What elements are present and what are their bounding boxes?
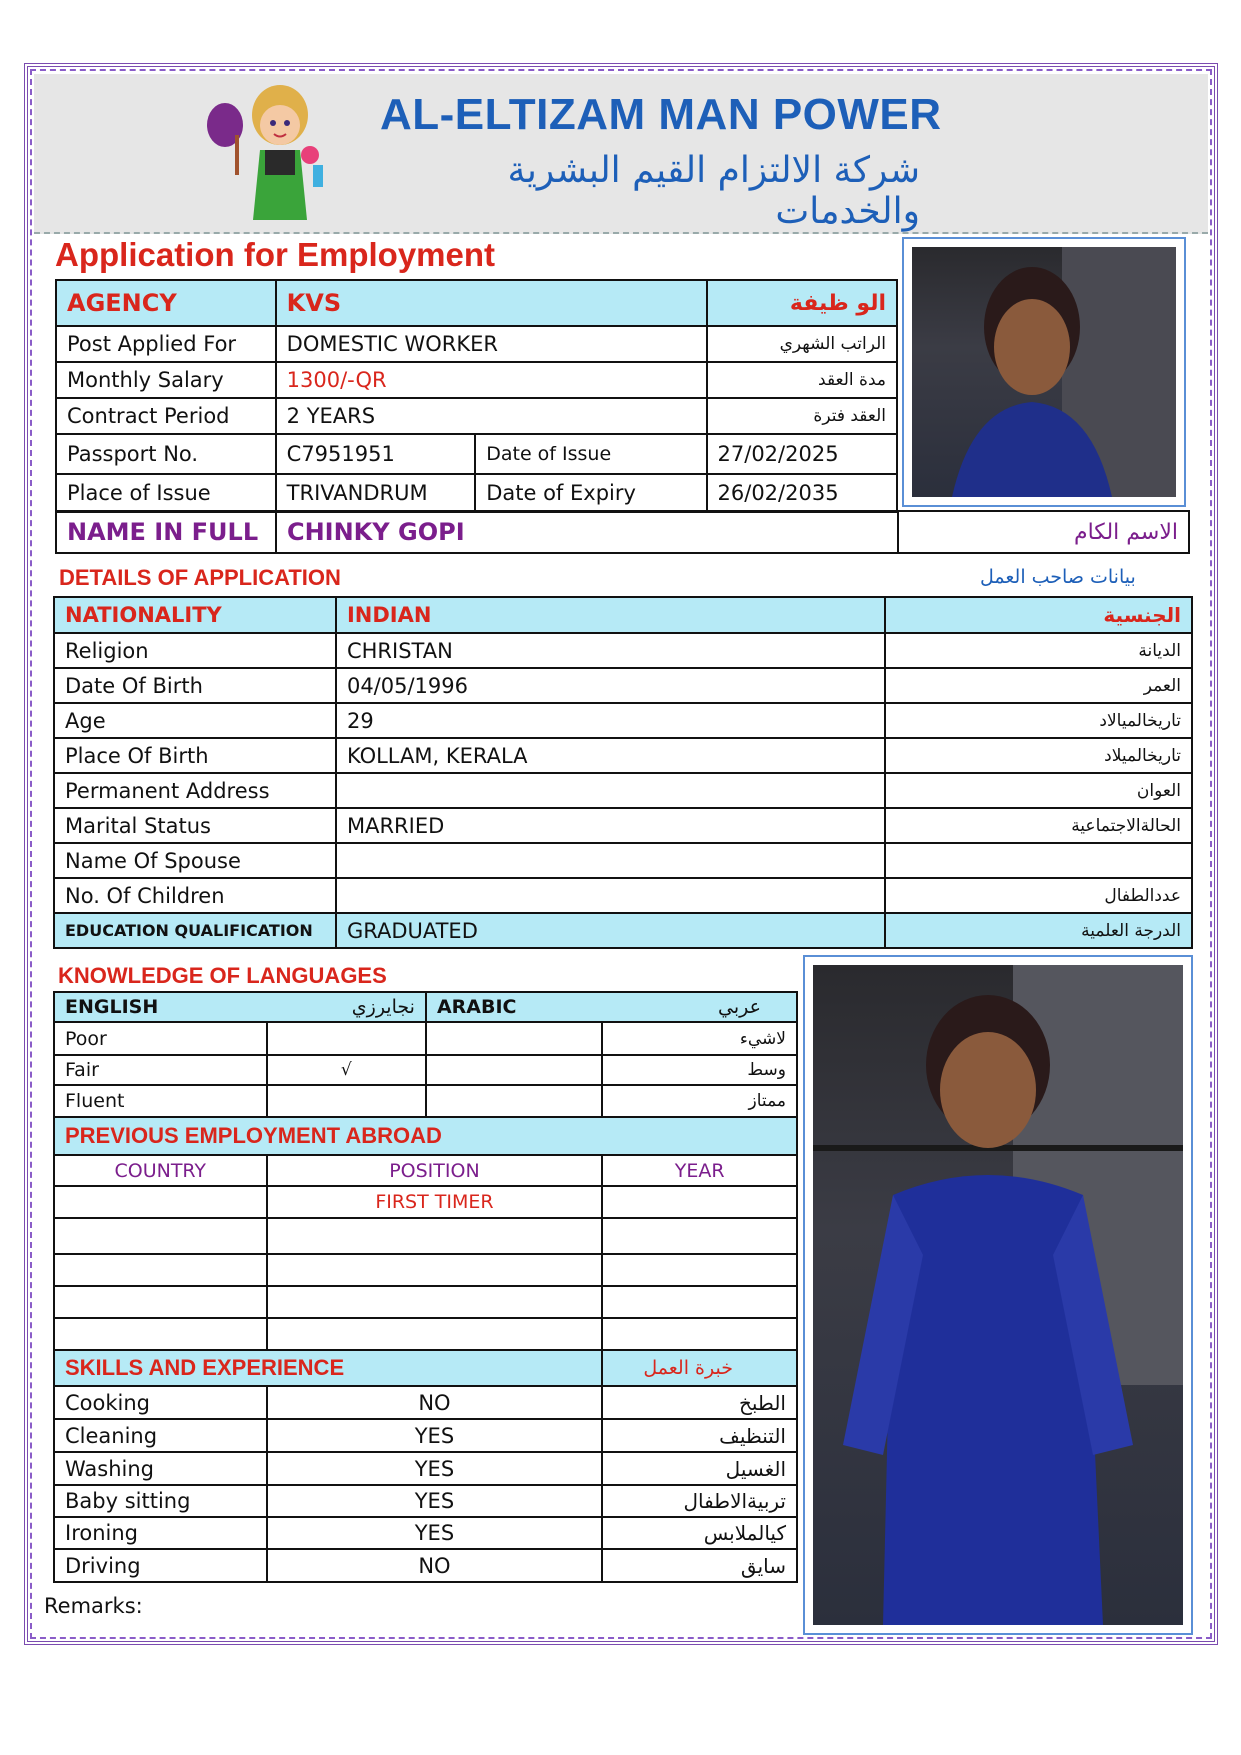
lang-level-fluent: Fluent bbox=[54, 1085, 267, 1117]
company-name-ar: شركة الالتزام القيم البشرية والخدمات bbox=[507, 150, 920, 232]
applicant-portrait-photo bbox=[902, 237, 1186, 507]
lang-level-fair: Fair bbox=[54, 1055, 267, 1085]
contract-ar: العقد فترة bbox=[707, 398, 897, 434]
emp-row-1-position: FIRST TIMER bbox=[267, 1186, 603, 1218]
place-issue-label: Place of Issue bbox=[56, 474, 276, 512]
address-ar: العوان bbox=[885, 773, 1192, 808]
emp-row-empty bbox=[54, 1318, 267, 1350]
english-poor bbox=[267, 1022, 426, 1055]
post-ar: الراتب الشهري bbox=[707, 326, 897, 362]
company-name-en: AL-ELTIZAM MAN POWER bbox=[380, 90, 942, 139]
place-issue-value: TRIVANDRUM bbox=[276, 474, 476, 512]
nationality-label: NATIONALITY bbox=[54, 597, 336, 633]
english-fluent bbox=[267, 1085, 426, 1117]
spouse-label: Name Of Spouse bbox=[54, 843, 336, 878]
applicant-full-photo bbox=[803, 955, 1193, 1635]
emp-row-empty bbox=[267, 1286, 603, 1318]
issue-date-label: Date of Issue bbox=[475, 434, 706, 474]
emp-row-1-year bbox=[602, 1186, 797, 1218]
skills-title: SKILLS AND EXPERIENCE bbox=[54, 1350, 602, 1386]
skill-cooking-label: Cooking bbox=[54, 1386, 267, 1419]
skill-babysitting-label: Baby sitting bbox=[54, 1485, 267, 1517]
emp-row-empty bbox=[602, 1254, 797, 1286]
emp-row-empty bbox=[267, 1318, 603, 1350]
lower-table bbox=[53, 991, 798, 1583]
children-ar: عددالطفال bbox=[885, 878, 1192, 913]
top-info-table bbox=[55, 279, 898, 513]
children-value bbox=[336, 878, 885, 913]
nationality-ar: الجنسية bbox=[885, 597, 1192, 633]
skill-babysitting-value: YES bbox=[267, 1485, 603, 1517]
name-value: CHINKY GOPI bbox=[276, 511, 898, 553]
emp-row-empty bbox=[54, 1254, 267, 1286]
name-ar: الاسم الكام bbox=[898, 511, 1189, 553]
nationality-value: INDIAN bbox=[336, 597, 885, 633]
skill-cleaning-value: YES bbox=[267, 1419, 603, 1452]
emp-row-empty bbox=[602, 1318, 797, 1350]
emp-row-empty bbox=[602, 1286, 797, 1318]
address-value bbox=[336, 773, 885, 808]
dob-label: Date Of Birth bbox=[54, 668, 336, 703]
emp-row-empty bbox=[267, 1254, 603, 1286]
marital-label: Marital Status bbox=[54, 808, 336, 843]
details-title-ar: بيانات صاحب العمل bbox=[980, 566, 1136, 588]
dob-ar: العمر bbox=[885, 668, 1192, 703]
address-label: Permanent Address bbox=[54, 773, 336, 808]
passport-label: Passport No. bbox=[56, 434, 276, 474]
education-ar: الدرجة العلمية bbox=[885, 913, 1192, 948]
expiry-date-value: 26/02/2035 bbox=[707, 474, 897, 512]
arabic-poor bbox=[426, 1022, 602, 1055]
arabic-label: ARABIC bbox=[426, 992, 602, 1022]
marital-value: MARRIED bbox=[336, 808, 885, 843]
pob-label: Place Of Birth bbox=[54, 738, 336, 773]
contract-value: 2 YEARS bbox=[276, 398, 707, 434]
lang-fluent-ar: ممتاز bbox=[602, 1085, 797, 1117]
skill-washing-ar: الغسيل bbox=[602, 1452, 797, 1485]
religion-ar: الديانة bbox=[885, 633, 1192, 668]
arabic-fair bbox=[426, 1055, 602, 1085]
skill-washing-label: Washing bbox=[54, 1452, 267, 1485]
religion-label: Religion bbox=[54, 633, 336, 668]
salary-ar: مدة العقد bbox=[707, 362, 897, 398]
skill-driving-label: Driving bbox=[54, 1549, 267, 1582]
remarks-label: Remarks: bbox=[44, 1594, 143, 1618]
col-position: POSITION bbox=[267, 1155, 603, 1186]
agency-ar: الو ظيفة bbox=[707, 280, 897, 326]
col-year: YEAR bbox=[602, 1155, 797, 1186]
emp-row-empty bbox=[267, 1218, 603, 1254]
contract-label: Contract Period bbox=[56, 398, 276, 434]
religion-value: CHRISTAN bbox=[336, 633, 885, 668]
lang-level-poor: Poor bbox=[54, 1022, 267, 1055]
post-value: DOMESTIC WORKER bbox=[276, 326, 707, 362]
emp-row-empty bbox=[602, 1218, 797, 1254]
skill-washing-value: YES bbox=[267, 1452, 603, 1485]
spouse-value bbox=[336, 843, 885, 878]
spouse-ar bbox=[885, 843, 1192, 878]
name-label: NAME IN FULL bbox=[56, 511, 276, 553]
languages-title: KNOWLEDGE OF LANGUAGES bbox=[58, 963, 387, 988]
age-value: 29 bbox=[336, 703, 885, 738]
skill-cleaning-label: Cleaning bbox=[54, 1419, 267, 1452]
dob-value: 04/05/1996 bbox=[336, 668, 885, 703]
arabic-fluent bbox=[426, 1085, 602, 1117]
col-country: COUNTRY bbox=[54, 1155, 267, 1186]
lang-poor-ar: لاشيء bbox=[602, 1022, 797, 1055]
skill-cleaning-ar: التنظيف bbox=[602, 1419, 797, 1452]
expiry-date-label: Date of Expiry bbox=[475, 474, 706, 512]
details-title: DETAILS OF APPLICATION bbox=[59, 565, 341, 590]
skill-ironing-ar: كيالملابس bbox=[602, 1517, 797, 1549]
agency-value: KVS bbox=[276, 280, 707, 326]
form-title: Application for Employment bbox=[55, 236, 496, 273]
english-fair: √ bbox=[267, 1055, 426, 1085]
emp-row-1-country bbox=[54, 1186, 267, 1218]
emp-row-empty bbox=[54, 1218, 267, 1254]
name-table bbox=[55, 510, 1190, 554]
age-ar: تاريخالميالاد bbox=[885, 703, 1192, 738]
emp-row-empty bbox=[54, 1286, 267, 1318]
skills-title-ar: خبرة العمل bbox=[602, 1350, 797, 1386]
post-label: Post Applied For bbox=[56, 326, 276, 362]
skill-driving-ar: سايق bbox=[602, 1549, 797, 1582]
details-table bbox=[53, 596, 1193, 949]
skill-ironing-value: YES bbox=[267, 1517, 603, 1549]
english-ar: نجايرزي bbox=[267, 992, 426, 1022]
skill-cooking-ar: الطبخ bbox=[602, 1386, 797, 1419]
maid-cartoon-logo bbox=[205, 80, 345, 230]
skill-ironing-label: Ironing bbox=[54, 1517, 267, 1549]
skill-cooking-value: NO bbox=[267, 1386, 603, 1419]
education-label: EDUCATION QUALIFICATION bbox=[54, 913, 336, 948]
english-label: ENGLISH bbox=[54, 992, 267, 1022]
arabic-ar: عربي bbox=[602, 992, 797, 1022]
skill-driving-value: NO bbox=[267, 1549, 603, 1582]
employment-title: PREVIOUS EMPLOYMENT ABROAD bbox=[54, 1117, 797, 1155]
education-value: GRADUATED bbox=[336, 913, 885, 948]
marital-ar: الحالةالاجتماعية bbox=[885, 808, 1192, 843]
age-label: Age bbox=[54, 703, 336, 738]
lang-fair-ar: وسط bbox=[602, 1055, 797, 1085]
passport-value: C7951951 bbox=[276, 434, 476, 474]
issue-date-value: 27/02/2025 bbox=[707, 434, 897, 474]
pob-value: KOLLAM, KERALA bbox=[336, 738, 885, 773]
pob-ar: تاريخالميلاد bbox=[885, 738, 1192, 773]
skill-babysitting-ar: تربيةالاطفال bbox=[602, 1485, 797, 1517]
salary-label: Monthly Salary bbox=[56, 362, 276, 398]
salary-value: 1300/-QR bbox=[276, 362, 707, 398]
children-label: No. Of Children bbox=[54, 878, 336, 913]
agency-label: AGENCY bbox=[56, 280, 276, 326]
